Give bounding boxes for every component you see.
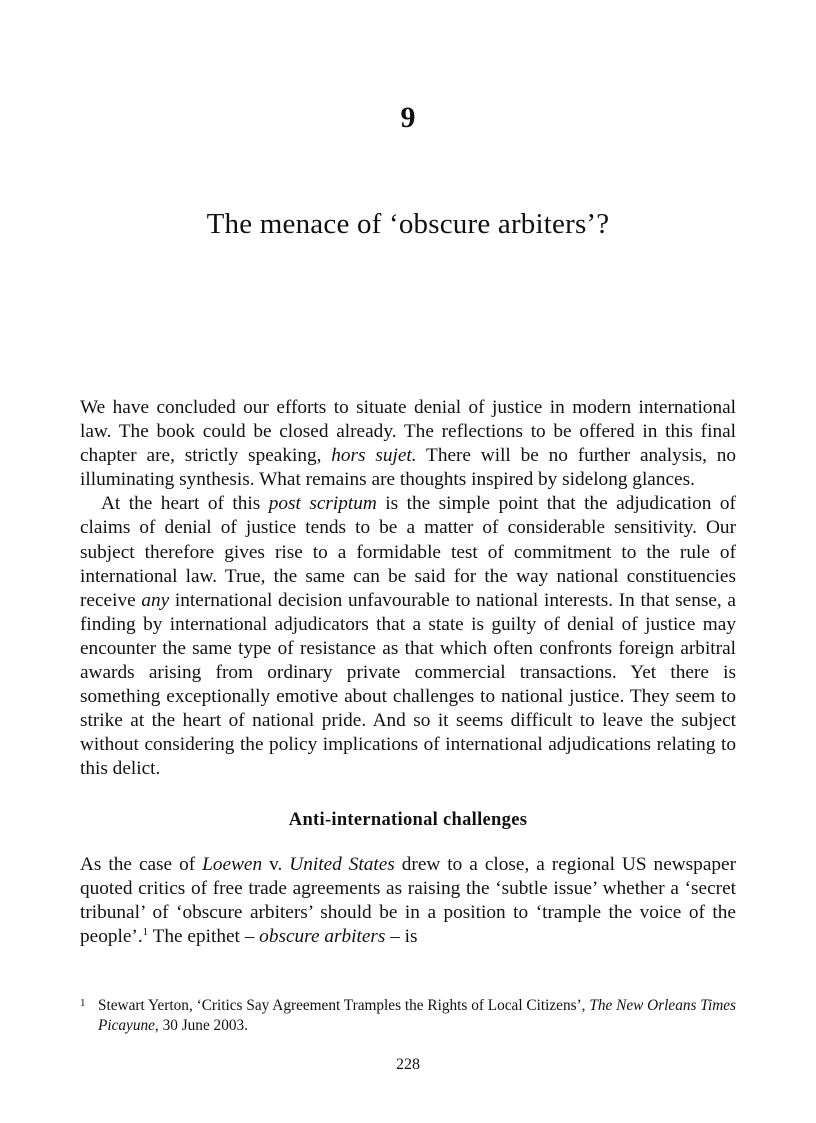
footnote-reference[interactable]: 1: [142, 925, 149, 938]
paragraph-2-italic-a: post scriptum: [268, 493, 377, 515]
paragraph-2-text-b: is the simple point that the adjudication of claims of denial of justice tends to be a matter of considerable sensitivity. Our subject therefore gives rise to a formidable test of commitment to the rule of international law. True, the same can be said for the way national constituencies receive: [80, 493, 736, 611]
paragraph-1-text-b: There will be no further analysis, no illuminating synthesis. What remains are thoughts inspired by sidelong glances.: [80, 445, 736, 491]
footnote-text: [98, 996, 736, 1036]
paragraph-1: [80, 396, 736, 492]
footnote-text-b: , 30 June 2003.: [154, 1017, 248, 1034]
paragraph-2: [80, 492, 736, 781]
footnote-number: 1: [80, 997, 86, 1009]
paragraph-3-text-b: v.: [262, 853, 290, 875]
paragraph-3-text-e: – is: [385, 925, 418, 947]
paragraph-2-text-a: At the heart of this: [101, 493, 269, 515]
paragraph-3-italic-b: United States: [289, 853, 395, 875]
paragraph-3: [80, 853, 736, 949]
footnote-text-a: Stewart Yerton, ‘Critics Say Agreement Tramples the Rights of Local Citizens’,: [98, 997, 590, 1014]
footnote: [80, 996, 736, 1036]
paragraph-3-text-d: The epithet –: [148, 925, 260, 947]
page-number: 228: [396, 1056, 420, 1073]
footnote-italic-a: The New Orleans Times Picayune: [98, 997, 736, 1034]
body-text: [80, 396, 736, 949]
paragraph-2-italic-b: any: [141, 589, 170, 611]
paragraph-1-italic-a: hors sujet.: [331, 445, 417, 467]
paragraph-3-text-a: As the case of: [80, 853, 203, 875]
paragraph-3-italic-c: obscure arbiters: [259, 925, 386, 947]
section-heading: Anti-international challenges: [288, 809, 528, 830]
paragraph-2-text-c: international decision unfavourable to national interests. In that sense, a finding by international adjudicators that a state is guilty of denial of justice may encounter the same type of resistance as that which often confronts foreign arbitral awards arising from ordinary private commercial transactions. Yet there is something exceptionally emotive about challenges to national justice. They seem to strike at the heart of national pride. And so it seems difficult to leave the subject without considering the policy implications of international adjudications relating to this delict.: [80, 589, 736, 780]
paragraph-3-text-c: drew to a close, a regional US newspaper quoted critics of free trade agreements as raising the ‘subtle issue’ whether a ‘secret tribunal’ of ‘obscure arbiters’ should be in a position to ‘trample the voice of the people’.: [80, 853, 736, 947]
paragraph-3-italic-a: Loewen: [202, 853, 263, 875]
paragraph-1-text-a: We have concluded our efforts to situate denial of justice in modern international law. The book could be closed already. The reflections to be offered in this final chapter are, strictly speaking,: [80, 397, 736, 467]
chapter-title: The menace of ‘obscure arbiters’?: [206, 208, 610, 240]
chapter-number: 9: [400, 101, 416, 134]
